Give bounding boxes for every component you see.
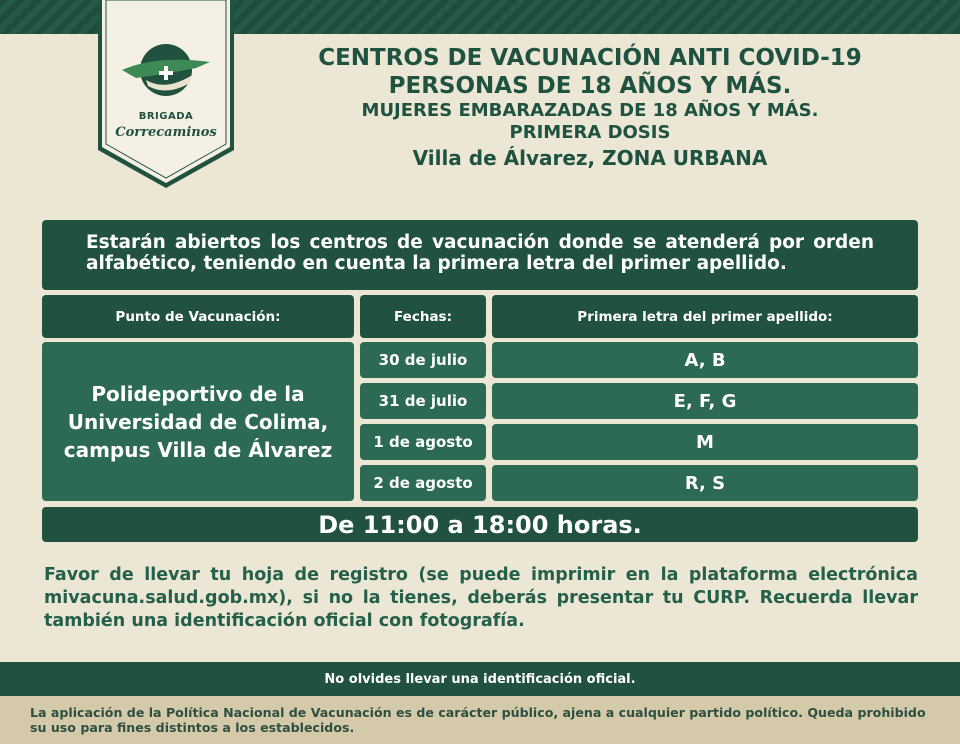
badge-line-1: BRIGADA [138, 111, 194, 122]
title-line-2: PERSONAS DE 18 AÑOS Y MÁS. [388, 73, 792, 99]
header-place: Punto de Vacunación: [42, 295, 354, 338]
subtitle-line-2: PRIMERA DOSIS [509, 122, 671, 143]
legal-disclaimer: La aplicación de la Política Nacional de Vacunación es de carácter público, ajena a cualquier partido político. Queda prohibido su uso para fines distintos a los establecidos. [0, 696, 960, 744]
date-cell: 2 de agosto [360, 465, 486, 501]
location: Villa de Álvarez, ZONA URBANA [412, 146, 768, 170]
subtitle-line-1: MUJERES EMBARAZADAS DE 18 AÑOS Y MÁS. [361, 100, 819, 121]
hours-banner: De 11:00 a 18:00 horas. [42, 507, 918, 542]
header-dates: Fechas: [360, 295, 486, 338]
title-line-1: CENTROS DE VACUNACIÓN ANTI COVID-19 [318, 45, 862, 71]
letters-cell: A, B [492, 342, 918, 378]
notice-box: Estarán abiertos los centros de vacunación donde se atenderá por orden alfabético, teniendo en cuenta la primera letra del primer apellido. [42, 220, 918, 290]
date-cell: 1 de agosto [360, 424, 486, 460]
bring-note: Favor de llevar tu hoja de registro (se puede imprimir en la plataforma electrónica mivacuna.salud.gob.mx), si no la tienes, deberás presentar tu CURP. Recuerda llevar también una identificación oficial con fotografía. [44, 565, 918, 631]
headline [260, 44, 920, 172]
badge-shield-icon [96, 0, 236, 190]
place-line-2: Universidad de Colima, [67, 409, 329, 434]
letters-cell: R, S [492, 465, 918, 501]
letters-cell: E, F, G [492, 383, 918, 419]
footer-note: No olvides llevar una identificación oficial. [0, 662, 960, 696]
date-cell: 30 de julio [360, 342, 486, 378]
letters-cell: M [492, 424, 918, 460]
date-cell: 31 de julio [360, 383, 486, 419]
place-line-1: Polideportivo de la [91, 381, 305, 406]
badge-line-2: Correcaminos [115, 125, 217, 140]
place-line-3: campus Villa de Álvarez [63, 437, 333, 462]
vaccination-place [42, 342, 354, 501]
brigada-badge [96, 0, 236, 190]
header-letters: Primera letra del primer apellido: [492, 295, 918, 338]
